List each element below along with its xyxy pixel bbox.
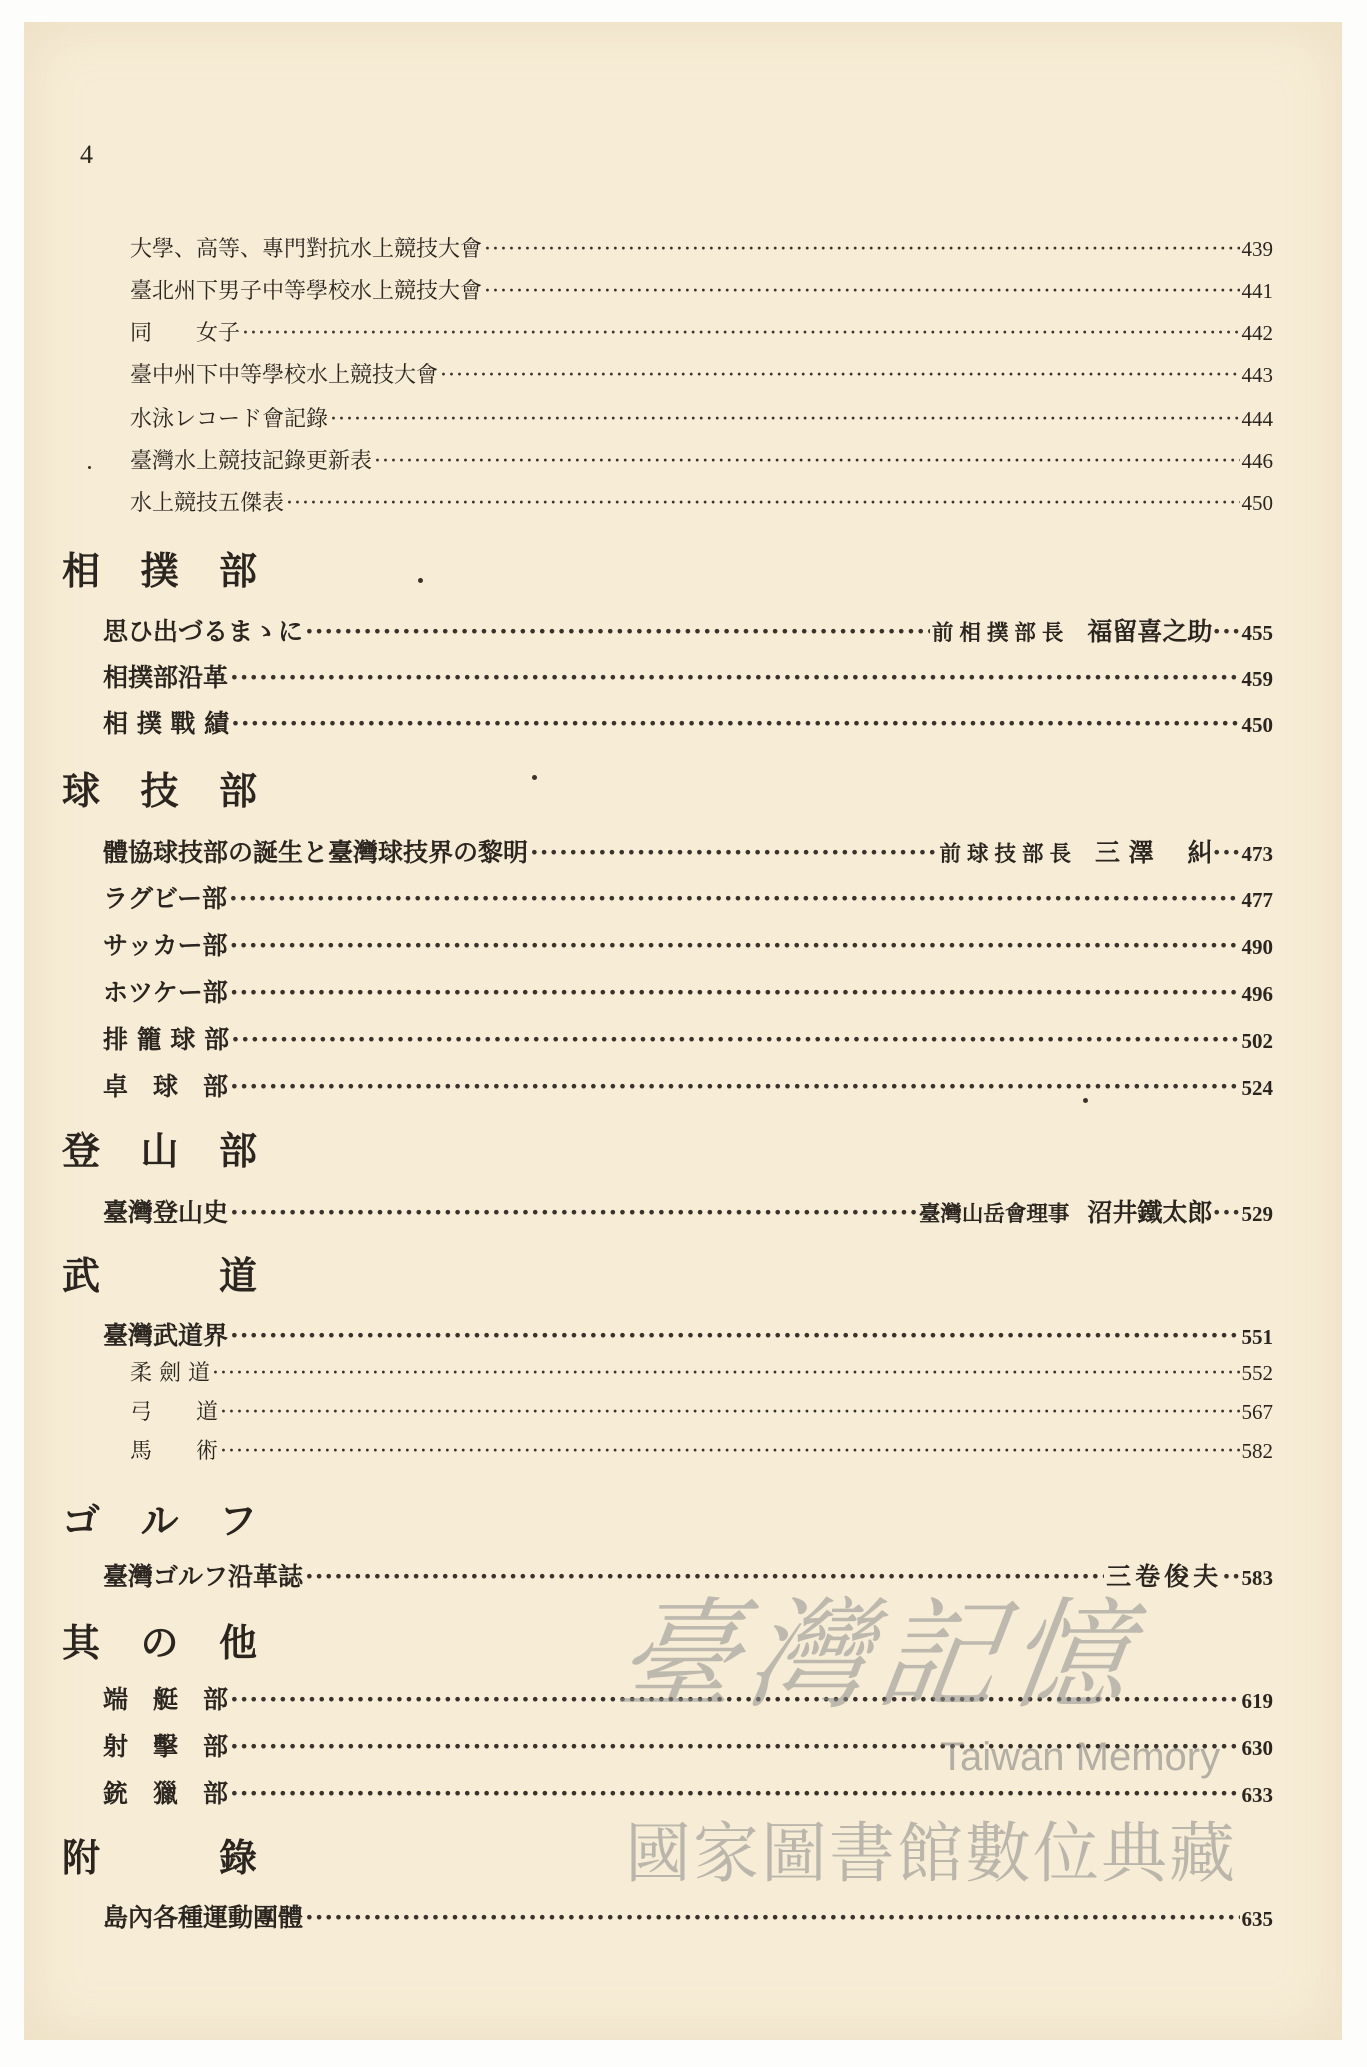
toc-entry [103,879,1273,915]
entry-page: 633 [1241,1783,1273,1807]
author-role: 臺灣山岳會理事 [918,1202,1070,1227]
entry-title: 相 撲 戰 績 [103,709,230,738]
entry-page: 490 [1241,935,1273,959]
toc-entry [103,1193,1273,1229]
entry-title: 臺北州下男子中等學校水上競技大會 [130,279,483,304]
heading-char: 部 [218,1128,257,1173]
section-heading-ball [62,760,257,815]
heading-char: ゴ [62,1498,101,1543]
dot-leader [230,1198,917,1227]
toc-entry [103,1727,1273,1763]
toc-entry [103,1774,1273,1810]
dot-leader [305,1903,1239,1932]
heading-char: 相 [62,548,101,593]
dot-leader [242,321,1239,346]
toc-entry [103,926,1273,962]
heading-char: ル [140,1498,179,1543]
author-role: 前相撲部長 [931,621,1070,646]
entry-page: 583 [1241,1566,1273,1590]
entry-author [919,1193,1213,1229]
entry-title: ホツケー部 [103,978,228,1007]
entry-page: 444 [1241,407,1273,431]
dot-leader [230,1072,1239,1101]
entry-title: ラグビー部 [103,884,228,913]
toc-entry [103,973,1273,1009]
page-number: 4 [80,140,93,169]
entry-page: 439 [1241,237,1273,261]
section-heading-budo [62,1245,257,1300]
heading-char: 撲 [140,548,179,593]
author-name: 沼井鐵太郎 [1087,1198,1213,1227]
entry-page: 477 [1241,888,1273,912]
heading-char: 其 [62,1620,101,1665]
entry-title: 思ひ出づるまゝに [103,617,304,646]
watermark-calligraphy: 臺灣記憶 [608,1587,1149,1726]
entry-page: 441 [1241,279,1273,303]
entry-page: 446 [1241,449,1273,473]
entry-title: 相撲部沿革 [103,663,229,692]
entry-title: 體協球技部の誕生と臺灣球技界の黎明 [103,838,529,867]
toc-entry [130,402,1273,433]
entry-page: 524 [1241,1076,1273,1100]
dot-leader [220,1400,1239,1425]
entry-page: 502 [1241,1029,1273,1053]
entry-page: 630 [1241,1736,1273,1760]
toc-entry [103,1020,1273,1056]
entry-title: サッカー部 [103,931,228,960]
entry-page: 529 [1241,1202,1273,1226]
dot-leader [231,1025,1239,1054]
toc-entry [130,274,1273,305]
toc-entry [130,1395,1273,1426]
section-heading-mountain [62,1120,257,1175]
entry-title: 弓 道 [130,1400,219,1425]
entry-title: 柔 劍 道 [130,1361,210,1386]
entry-title: 臺灣武道界 [103,1321,229,1350]
entry-page: 443 [1241,363,1273,387]
heading-char: 登 [62,1128,101,1173]
heading-char: 山 [140,1128,179,1173]
dot-leader [231,709,1239,738]
toc-entry [130,1356,1273,1387]
entry-author [932,612,1213,648]
entry-page: 459 [1241,667,1273,691]
dot-leader [330,407,1239,432]
toc-entry [130,1434,1273,1465]
dot-leader [230,931,1240,960]
author-name: 三 澤 糾 [1094,838,1213,867]
dot-leader [305,1562,1104,1591]
entry-page: 450 [1241,491,1273,515]
heading-char: 部 [218,548,257,593]
dot-leader [230,1321,1239,1350]
entry-author [1106,1557,1222,1593]
toc-entry [103,658,1273,694]
watermark-chinese: 國家圖書館數位典藏 [625,1815,1237,1892]
section-heading-sumo [62,540,257,595]
heading-char: 附 [62,1835,101,1880]
toc-entry [130,232,1273,263]
dot-leader [230,663,1239,692]
toc-entry [103,1067,1273,1103]
entry-page: 551 [1241,1325,1273,1349]
dot-leader-short: ··· [1212,1198,1242,1227]
entry-page: 455 [1241,621,1273,645]
entry-title: 端 艇 部 [103,1685,229,1714]
toc-entry [103,1557,1273,1593]
toc-entry [103,612,1273,648]
heading-char: 他 [218,1620,257,1665]
toc-entry [103,1680,1273,1716]
entry-title: 銃 獵 部 [103,1779,229,1808]
scan-speck [532,775,537,780]
entry-author [939,833,1212,869]
scan-speck [1083,1098,1088,1103]
dot-leader [484,279,1239,304]
entry-title: 臺灣水上競技記錄更新表 [130,449,373,474]
dot-leader [530,838,937,867]
entry-page: 567 [1241,1400,1273,1424]
heading-char: フ [218,1498,257,1543]
entry-title: 射 擊 部 [103,1732,229,1761]
section-heading-appendix [62,1827,257,1882]
entry-title: 臺灣登山史 [103,1198,229,1227]
dot-leader [230,1732,1239,1761]
entry-page: 552 [1241,1361,1273,1385]
heading-char: 道 [218,1253,257,1298]
entry-title: 排 籠 球 部 [103,1025,230,1054]
heading-char: の [140,1620,179,1665]
watermark-english: Taiwan Memory [940,1735,1221,1779]
entry-title: 大學、高等、專門對抗水上競技大會 [130,237,483,262]
scan-speck [88,466,91,469]
dot-leader [212,1361,1240,1386]
toc-entry [103,704,1273,740]
entry-title: 同 女子 [130,321,241,346]
heading-char: 技 [140,768,179,813]
entry-page: 442 [1241,321,1273,345]
section-heading-other [62,1612,257,1667]
heading-char: 部 [218,768,257,813]
toc-entry [130,358,1273,389]
dot-leader-short: ··· [1212,838,1242,867]
entry-page: 450 [1241,713,1273,737]
entry-page: 582 [1241,1439,1273,1463]
dot-leader-short: ··· [1212,617,1242,646]
toc-entry [130,486,1273,517]
toc-entry [103,1898,1273,1934]
entry-title: 水泳レコード會記錄 [130,407,329,432]
dot-leader [286,491,1239,516]
dot-leader [305,617,930,646]
dot-leader [220,1439,1239,1464]
dot-leader-short: ·· [1222,1562,1242,1591]
scan-speck [418,578,423,583]
dot-leader [230,1685,1239,1714]
dot-leader [230,1779,1239,1808]
dot-leader [230,978,1240,1007]
author-name: 福留喜之助 [1087,617,1213,646]
entry-page: 496 [1241,982,1273,1006]
dot-leader [440,363,1239,388]
entry-title: 馬 術 [130,1439,219,1464]
heading-char: 錄 [218,1835,257,1880]
author-role: 前球技部長 [939,842,1077,867]
heading-char: 球 [62,768,101,813]
toc-entry [103,833,1273,869]
section-heading-golf [62,1490,257,1545]
toc-entry [130,316,1273,347]
entry-title: 卓 球 部 [103,1072,229,1101]
entry-title: 臺中州下中等學校水上競技大會 [130,363,439,388]
entry-page: 473 [1241,842,1273,866]
entry-title: 島內各種運動團體 [103,1903,304,1932]
entry-title: 臺灣ゴルフ沿革誌 [103,1562,304,1591]
entry-page: 635 [1241,1907,1273,1931]
dot-leader [229,884,1239,913]
toc-entry [103,1316,1273,1352]
dot-leader [484,237,1239,262]
entry-page: 619 [1241,1689,1273,1713]
dot-leader [374,449,1239,474]
toc-entry [130,444,1273,475]
author-name: 三卷俊夫 [1106,1562,1223,1591]
heading-char: 武 [62,1253,101,1298]
entry-title: 水上競技五傑表 [130,491,285,516]
